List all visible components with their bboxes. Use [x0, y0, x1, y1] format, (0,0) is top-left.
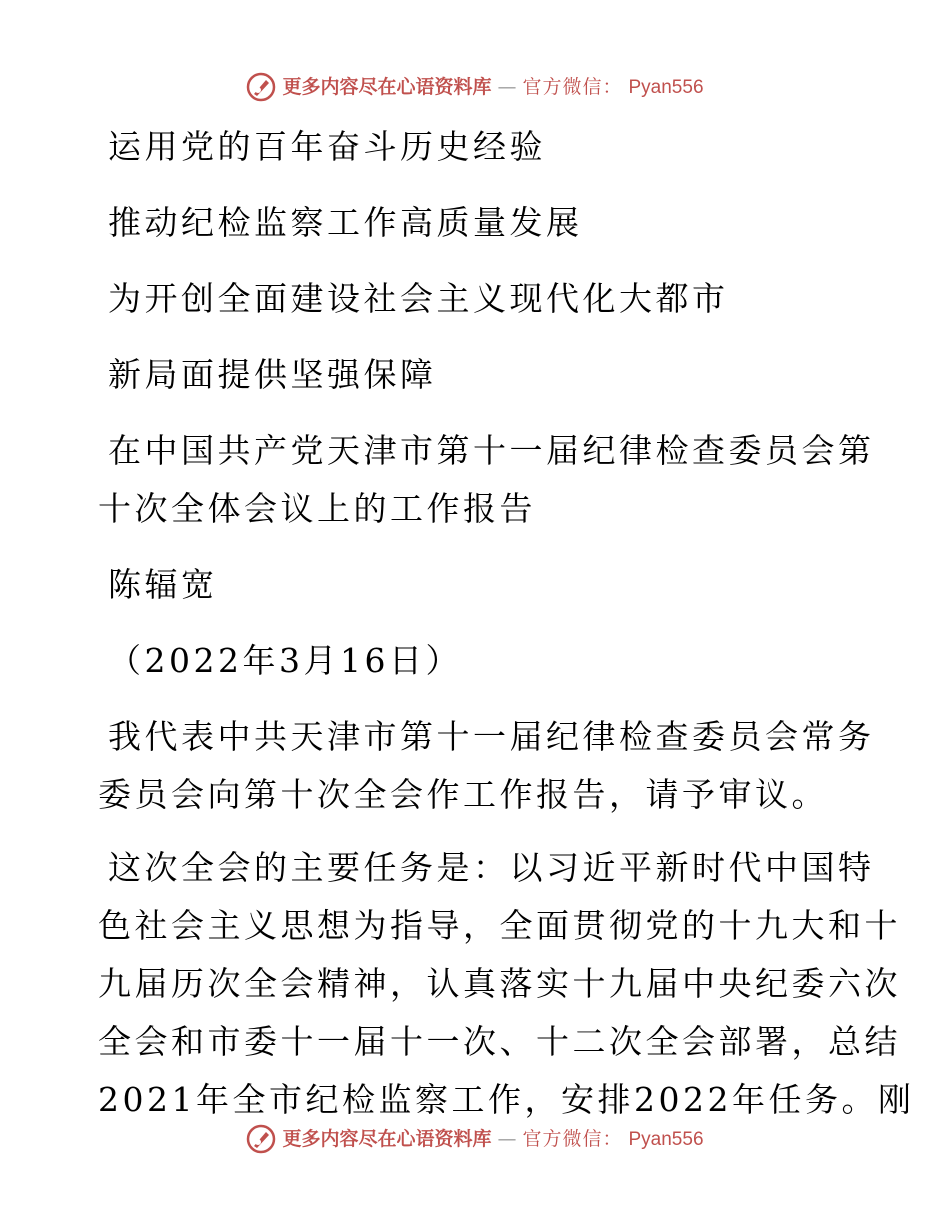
watermark-dash: —: [497, 1127, 517, 1150]
watermark-wechat-id: Pyan556: [628, 76, 704, 98]
watermark-main-text: 更多内容尽在心语资料库: [282, 1127, 492, 1150]
paragraph-line: 2021年全市纪检监察工作，安排2022年任务。刚: [98, 1080, 915, 1119]
report-date: （2022年3月16日）: [108, 641, 462, 680]
paragraph-line: 我代表中共天津市第十一届纪律检查委员会常务: [108, 717, 875, 756]
paragraph-line: 色社会主义思想为指导，全面贯彻党的十九大和十: [98, 906, 901, 945]
author-name: 陈辐宽: [108, 565, 218, 604]
paragraph-line: 委员会向第十次全会作工作报告，请予审议。: [98, 775, 828, 814]
watermark-wechat-label: 官方微信：: [522, 75, 623, 98]
watermark-wechat-label: 官方微信：: [522, 1127, 623, 1150]
paragraph-line: 这次全会的主要任务是：以习近平新时代中国特: [108, 848, 875, 887]
title-line: 推动纪检监察工作高质量发展: [108, 203, 583, 242]
watermark-wechat-id: Pyan556: [628, 1128, 704, 1150]
subtitle-line: 在中国共产党天津市第十一届纪律检查委员会第: [108, 431, 875, 470]
watermark-dash: —: [497, 75, 517, 98]
watermark-main-text: 更多内容尽在心语资料库: [282, 75, 492, 98]
footer-watermark: [0, 1124, 950, 1154]
pen-logo-icon: [246, 72, 276, 102]
paragraph-line: 全会和市委十一届十一次、十二次全会部署，总结: [98, 1022, 901, 1061]
document-body: [98, 118, 915, 1129]
title-line: 新局面提供坚强保障: [108, 355, 437, 394]
title-line: 为开创全面建设社会主义现代化大都市: [108, 279, 729, 318]
title-line: 运用党的百年奋斗历史经验: [108, 127, 546, 166]
paragraph-line: 九届历次全会精神，认真落实十九届中央纪委六次: [98, 964, 901, 1003]
header-watermark: [0, 72, 950, 102]
subtitle-line: 十次全体会议上的工作报告: [98, 489, 536, 528]
pen-logo-icon: [246, 1124, 276, 1154]
